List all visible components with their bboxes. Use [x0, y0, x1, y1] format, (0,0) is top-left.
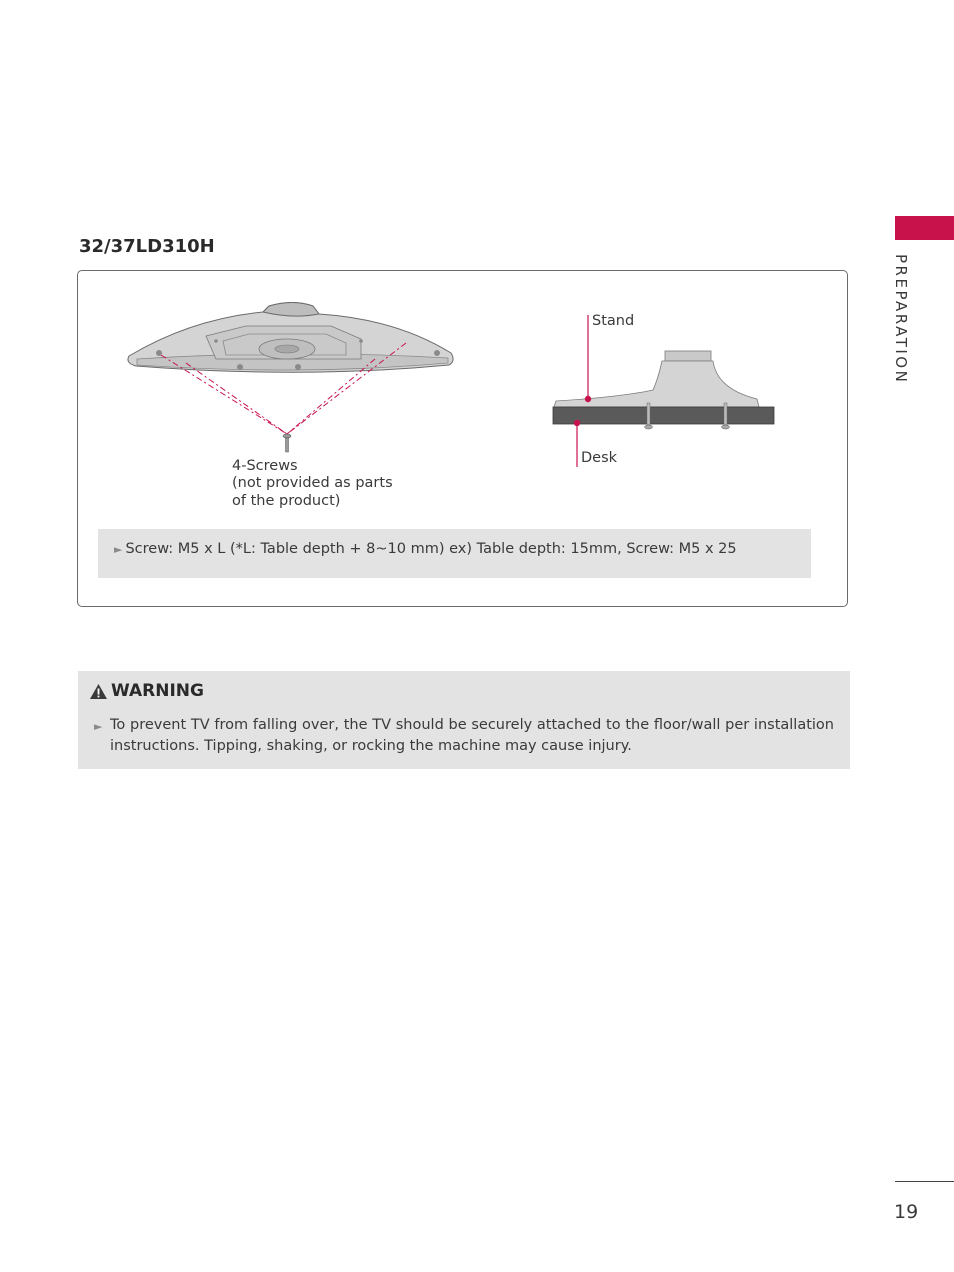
bullet-arrow-icon: ►	[94, 720, 103, 733]
stand-bottom-view	[128, 303, 453, 453]
screws-note-line1: (not provided as parts	[232, 475, 393, 491]
screw-spec-text: Screw: M5 x L (*L: Table depth + 8~10 mm) ex) Table depth: 15mm, Screw: M5 x 25	[125, 541, 737, 557]
section-label: PREPARATION	[892, 254, 910, 385]
warning-body	[94, 715, 834, 757]
warning-triangle-icon	[89, 683, 108, 700]
section-tab-marker	[895, 216, 954, 240]
stand-side-view	[553, 315, 774, 467]
screw-spec-note	[98, 529, 811, 578]
warning-header	[89, 681, 204, 701]
desk-label: Desk	[581, 450, 618, 466]
screws-label: 4-Screws	[232, 458, 298, 474]
page-number: 19	[894, 1201, 919, 1223]
warning-box	[78, 671, 850, 769]
stand-label: Stand	[592, 313, 635, 329]
screws-note-line2: of the product)	[232, 493, 341, 509]
model-title: 32/37LD310H	[79, 236, 215, 257]
bullet-arrow-icon: ►	[114, 543, 123, 556]
warning-text: To prevent TV from falling over, the TV should be securely attached to the floor/wall per installation instructions. Tipping, shaking, or rocking the machine may cause injury.	[110, 717, 834, 754]
page-number-rule	[895, 1181, 954, 1182]
warning-title: WARNING	[111, 681, 204, 701]
